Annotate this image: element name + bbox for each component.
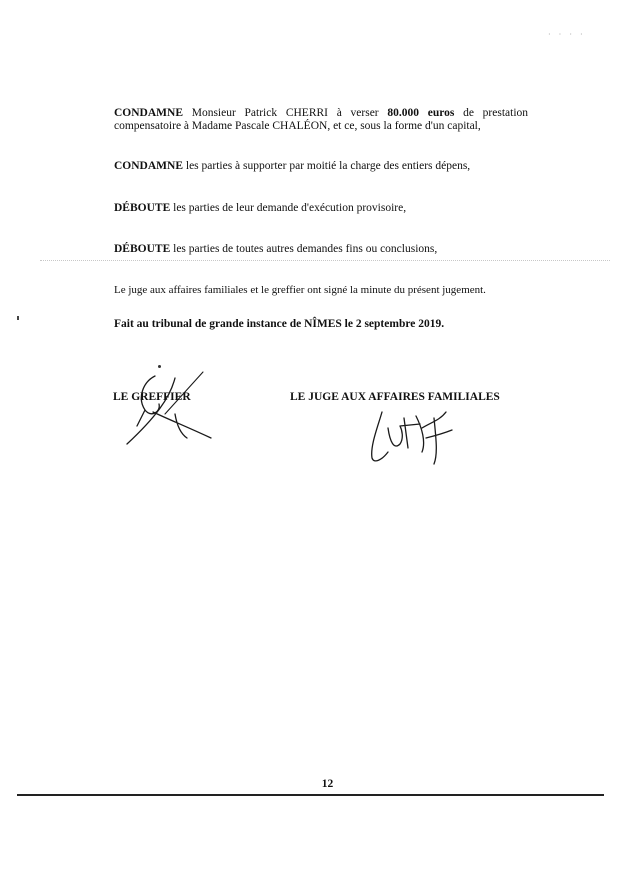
footer-rule [17, 794, 604, 796]
ruling-text: Monsieur Patrick CHERRI à verser [183, 107, 388, 119]
ruling-text: les parties de toutes autres demandes fins ou conclusions, [170, 243, 438, 255]
page-number: 12 [321, 778, 334, 790]
ruling-text: les parties à supporter par moitié la charge des entiers dépens, [183, 160, 471, 172]
place-and-date: Fait au tribunal de grande instance de NÎMES le 2 septembre 2019. [114, 318, 445, 330]
greffier-signature [115, 368, 215, 450]
margin-mark [17, 316, 19, 320]
juge-signature [360, 398, 460, 468]
ruling-amount: 80.000 euros [387, 107, 455, 119]
greffier-label: LE GREFFIER [113, 391, 191, 403]
ruling-keyword: CONDAMNE [114, 160, 183, 172]
scan-artifact-rule [40, 260, 610, 261]
ruling-keyword: DÉBOUTE [114, 243, 171, 255]
closing-statement: Le juge aux affaires familiales et le greffier ont signé la minute du présent jugement. [114, 284, 486, 296]
ruling-condamne-prestation [114, 107, 528, 133]
ruling-keyword: CONDAMNE [114, 107, 183, 119]
juge-label: LE JUGE AUX AFFAIRES FAMILIALES [290, 391, 500, 403]
ruling-condamne-depens [114, 160, 528, 173]
ruling-deboute-execution [114, 202, 528, 215]
ruling-text-after: de prestation compensatoire à Madame Pascale CHALÉON, et ce, sous la forme d'un capital, [114, 107, 529, 132]
ruling-keyword: DÉBOUTE [114, 202, 171, 214]
ruling-deboute-demandes [114, 243, 528, 256]
ruling-text: les parties de leur demande d'exécution provisoire, [170, 202, 407, 214]
scan-artifact-dots: · · · · [548, 30, 586, 39]
